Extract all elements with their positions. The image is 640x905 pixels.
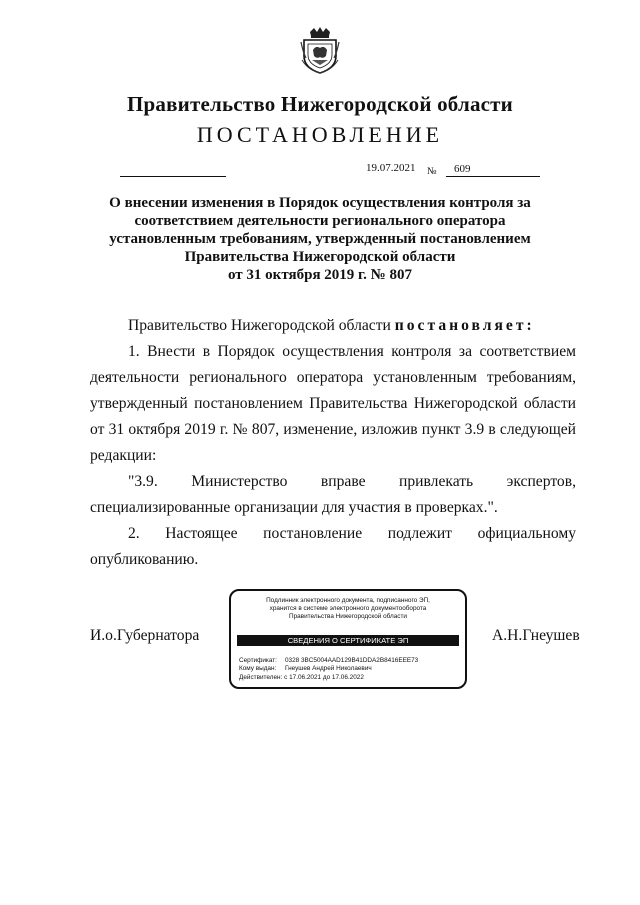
preamble-text: Правительство Нижегородской области <box>128 317 395 334</box>
certificate-info-bar: СВЕДЕНИЯ О СЕРТИФИКАТЕ ЭП <box>237 635 459 646</box>
subject-line: от 31 октября 2019 г. № 807 <box>228 267 412 283</box>
item-1-quote: "3.9. Министерство вправе привлекать экспертов, специализированные организации для участия в проверках.". <box>90 473 576 516</box>
stamp-header-line: Правительства Нижегородской области <box>288 613 408 620</box>
document-type: ПОСТАНОВЛЕНИЕ <box>196 122 444 147</box>
date-blank-line <box>120 176 226 177</box>
validity-row <box>239 674 418 682</box>
item-2-paragraph: 2. Настоящее постановление подлежит официальному опубликованию. <box>90 525 576 568</box>
owner-value: Гнеушев Андрей Николаевич <box>285 665 372 673</box>
certificate-value: 0328 3BC5004AAD129B41DDA2B8416EEE73 <box>285 657 419 664</box>
preamble <box>90 313 576 339</box>
number-sign: № <box>427 166 437 177</box>
certificate-fields <box>239 657 418 682</box>
item-1-paragraph: 1. Внести в Порядок осуществления контроля за соответствием деятельности регионального оператора установленным требованиям, утвержденный постановлением Правительства Нижегородской области от 31 октября 2019 г. № 807, изменение, изложив пункт 3.9 в следующей редакции: <box>90 343 576 464</box>
subject-line: установленным требованиям, утвержденный постановлением <box>109 231 531 247</box>
subject-line: Правительства Нижегородской области <box>184 249 456 265</box>
preamble-action: постановляет: <box>394 317 535 334</box>
coat-of-arms-emblem <box>300 26 340 74</box>
subject-line: соответствием деятельности регионального оператора <box>134 213 506 229</box>
validity-label: Действителен: <box>239 673 283 681</box>
stamp-header-line: хранится в системе электронного документооборота <box>269 605 427 612</box>
stamp-header-line: Подлинник электронного документа, подписанного ЭП, <box>266 597 430 604</box>
document-number: 609 <box>446 162 540 177</box>
document-subject <box>90 194 550 284</box>
owner-label: Кому выдан: <box>239 665 277 673</box>
electronic-signature-stamp <box>229 589 467 689</box>
subject-line: О внесении изменения в Порядок осуществления контроля за <box>109 195 531 211</box>
document-date: 19.07.2021 <box>366 162 416 174</box>
organization-title: Правительство Нижегородской области <box>127 92 513 116</box>
stamp-header <box>237 597 459 621</box>
certificate-label: Сертификат: <box>239 657 277 664</box>
signer-name: А.Н.Гнеушев <box>492 627 580 644</box>
validity-value: с 17.06.2021 до 17.06.2022 <box>284 673 364 681</box>
owner-row <box>239 665 418 673</box>
signer-title: И.о.Губернатора <box>90 627 200 644</box>
